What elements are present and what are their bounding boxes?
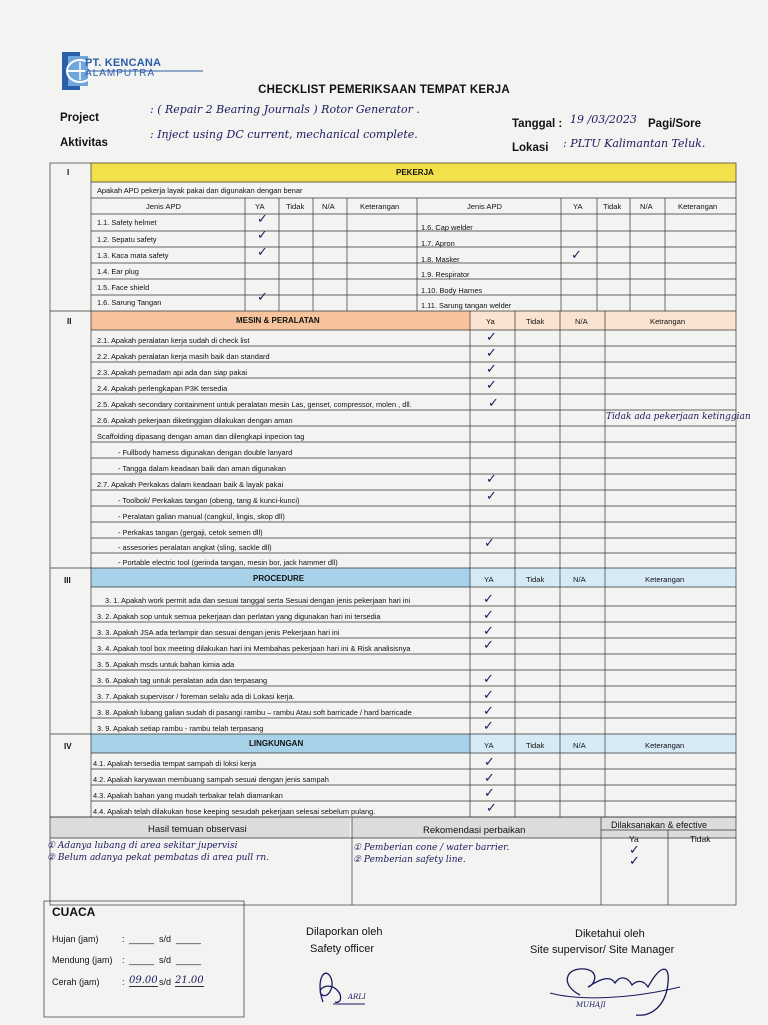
project-value: : ( Repair 2 Bearing Journals ) Rotor Generator . xyxy=(150,103,420,116)
hujan-colon: : xyxy=(122,934,125,944)
check-mark: ✓ xyxy=(486,330,497,345)
checklist-item: 3. 8. Apakah lubang galian sudah di pasangi rambu – rambu Atau soft barricade / hard barricade xyxy=(97,708,412,717)
checklist-item: 3. 3. Apakah JSA ada terlampir dan sesuai dengan jenis Pekerjaan hari ini xyxy=(97,628,340,637)
tanggal-label: Tanggal : xyxy=(512,118,563,130)
company-name-line1: PT. KENCANA xyxy=(85,57,162,69)
mendung-colon: : xyxy=(122,955,125,965)
s2-col-tidak: Tidak xyxy=(526,317,545,326)
s1-col-jenis-left: Jenis APD xyxy=(146,202,182,211)
company-name-line2: ALAMPUTRA xyxy=(85,68,156,79)
section1-question: Apakah APD pekerja layak pakai dan digunakan dengan benar xyxy=(97,186,303,195)
cerah-from: 09.00 xyxy=(129,975,158,986)
check-mark: ✓ xyxy=(483,608,494,623)
mendung-sd: s/d xyxy=(159,955,172,965)
check-mark: ✓ xyxy=(484,771,495,786)
section4-num: IV xyxy=(64,742,72,751)
section2-title: MESIN & PERALATAN xyxy=(236,316,320,325)
project-label: Project xyxy=(60,112,99,124)
checklist-item: 3. 7. Apakah supervisor / foreman selalu ada di Lokasi kerja. xyxy=(97,692,295,701)
apd-item: 1.3. Kaca mata safety xyxy=(97,251,169,260)
checklist-item: 2.4. Apakah perlengkapan P3K tersedia xyxy=(97,384,228,393)
reported-by-role: Safety officer xyxy=(310,943,374,955)
apd-item: 1.10. Body Harnes xyxy=(421,286,483,295)
apd-item: 1.1. Safety helmet xyxy=(97,218,157,227)
aktivitas-value: : Inject using DC current, mechanical complete. xyxy=(150,128,418,141)
cerah-to: 21.00 xyxy=(175,975,204,986)
section2-num: II xyxy=(67,317,72,326)
recommendation-2: ② Pemberian safety line. xyxy=(353,855,466,865)
apd-item: 1.9. Respirator xyxy=(421,270,470,279)
safety-officer-signature xyxy=(305,960,375,1010)
check-mark: ✓ xyxy=(483,688,494,703)
section1-title: PEKERJA xyxy=(396,168,434,177)
checklist-item: - Peralatan galian manual (cangkul, lingis, skop dll) xyxy=(118,512,285,521)
checklist-item: - Perkakas tangan (gergaji, cetok semen dll) xyxy=(118,528,263,537)
section1-num: I xyxy=(67,168,70,177)
checklist-item: 3. 4. Apakah tool box meeting dilakukan hari ini Membahas pekerjaan hari ini & Risk analisisnya xyxy=(97,644,411,653)
apd-item: 1.7. Apron xyxy=(421,239,455,248)
apd-item: 1.8. Masker xyxy=(421,255,460,264)
checklist-item: 4.2. Apakah karyawan membuang sampah sesuai dengan jenis sampah xyxy=(93,775,329,784)
section4-title: LINGKUNGAN xyxy=(249,739,304,748)
check-mark: ✓ xyxy=(486,801,497,816)
s3-col-ya: YA xyxy=(484,575,494,584)
obs-col-rekom: Rekomendasi perbaikan xyxy=(423,825,526,836)
check-mark: ✓ xyxy=(486,362,497,377)
pagi-sore-label: Pagi/Sore xyxy=(648,118,702,130)
check-mark: ✓ xyxy=(483,672,494,687)
checklist-item: 4.4. Apakah telah dilakukan hose keeping sesudah pekerjaan selesai sebelum pulang. xyxy=(93,807,376,816)
checklist-item: 2.1. Apakah peralatan kerja sudah di check list xyxy=(97,336,250,345)
s1-col-jenis-right: Jenis APD xyxy=(467,202,503,211)
finding-2: ② Belum adanya pekat pembatas di area pull rn. xyxy=(47,853,269,863)
finding-1: ① Adanya lubang di area sekitar jupervisi xyxy=(47,841,238,851)
hujan-from: _____ xyxy=(129,934,155,944)
tanggal-value: 19 /03/2023 xyxy=(570,113,637,126)
reported-by-title: Dilaporkan oleh xyxy=(306,926,383,938)
check-mark: ✓ xyxy=(257,290,268,305)
check-mark: ✓ xyxy=(483,638,494,653)
checklist-item: - Portable electric tool (gerinda tangan, mesin bor, jack hammer dll) xyxy=(118,558,338,567)
checklist-item: 2.3. Apakah pemadam api ada dan siap pakai xyxy=(97,368,247,377)
lokasi-label: Lokasi xyxy=(512,142,549,154)
check-mark: ✓ xyxy=(486,378,497,393)
apd-item: 1.11. Sarung tangan welder xyxy=(421,301,512,310)
check-mark: ✓ xyxy=(483,624,494,639)
checklist-item: - assesories peralatan angkat (sling, sackle dll) xyxy=(118,543,272,552)
checklist-item: 3. 9. Apakah setiap rambu - rambu telah terpasang xyxy=(97,724,264,733)
s1-col-na-right: N/A xyxy=(640,202,653,211)
acknowledged-by-role: Site supervisor/ Site Manager xyxy=(530,944,675,956)
checklist-item: 2.7. Apakah Perkakas dalam keadaan baik & layak pakai xyxy=(97,480,284,489)
s4-col-tidak: Tidak xyxy=(526,741,545,750)
check-mark: ✓ xyxy=(486,489,497,504)
section2-remark: Tidak ada pekerjaan ketinggian xyxy=(606,412,751,422)
s3-col-na: N/A xyxy=(573,575,586,584)
checklist-item: 2.5. Apakah secondary containment untuk peralatan mesin Las, genset, compressor, molen , dll. xyxy=(97,400,412,409)
checklist-item: 3. 6. Apakah tag untuk peralatan ada dan terpasang xyxy=(97,676,268,685)
page-title: CHECKLIST PEMERIKSAAN TEMPAT KERJA xyxy=(258,84,510,96)
mendung-label: Mendung (jam) xyxy=(52,955,113,965)
check-mark: ✓ xyxy=(486,472,497,487)
check-mark: ✓ xyxy=(483,592,494,607)
acknowledged-by-title: Diketahui oleh xyxy=(575,928,645,940)
aktivitas-label: Aktivitas xyxy=(60,137,108,149)
checklist-item: - Fullbody harness digunakan dengan double lanyard xyxy=(118,448,293,457)
checklist-item: 2.6. Apakah pekerjaan diketinggian dilakukan dengan aman xyxy=(97,416,293,425)
hujan-sd: s/d xyxy=(159,934,172,944)
mendung-to: _____ xyxy=(176,955,202,965)
site-manager-name: MUHAJI xyxy=(576,1001,606,1009)
checklist-item: 4.3. Apakah bahan yang mudah terbakar telah diamankan xyxy=(93,791,283,800)
obs-col-hasil: Hasil temuan observasi xyxy=(148,824,247,835)
safety-officer-name: ARLI xyxy=(348,993,366,1001)
checklist-item: 3. 2. Apakah sop untuk semua pekerjaan dan perlatan yang digunakan hari ini tersedia xyxy=(97,612,381,621)
cerah-colon: : xyxy=(122,977,125,987)
section3-title: PROCEDURE xyxy=(253,574,305,583)
s2-col-ket: Ketrangan xyxy=(650,317,686,326)
apd-item: 1.5. Face shield xyxy=(97,283,150,292)
hujan-label: Hujan (jam) xyxy=(52,934,99,944)
cerah-sd: s/d xyxy=(159,977,172,987)
s1-col-ya-right: YA xyxy=(573,202,583,211)
section3-num: III xyxy=(64,576,71,585)
s3-col-ket: Keterangan xyxy=(645,575,685,584)
checklist-item: - Tangga dalam keadaan baik dan aman digunakan xyxy=(118,464,286,473)
s1-col-tidak-left: Tidak xyxy=(286,202,305,211)
check-mark: ✓ xyxy=(571,248,582,263)
lokasi-value: : PLTU Kalimantan Teluk. xyxy=(563,137,706,150)
checklist-item: 3. 1. Apakah work permit ada dan sesuai tanggal serta Sesuai dengan jenis pekerjaan hari ini xyxy=(105,596,411,605)
check-mark: ✓ xyxy=(629,843,640,858)
s3-col-tidak: Tidak xyxy=(526,575,545,584)
s1-col-ket-left: Keterangan xyxy=(360,202,400,211)
cuaca-title: CUACA xyxy=(52,905,96,919)
s1-col-ket-right: Keterangan xyxy=(678,202,718,211)
apd-item: 1.4. Ear plug xyxy=(97,267,139,276)
check-mark: ✓ xyxy=(257,228,268,243)
s1-col-tidak-right: Tidak xyxy=(603,202,622,211)
check-mark: ✓ xyxy=(629,854,640,869)
check-mark: ✓ xyxy=(486,346,497,361)
s4-col-ya: YA xyxy=(484,741,494,750)
obs-col-dilak: Dilaksanakan & efective xyxy=(611,820,708,830)
check-mark: ✓ xyxy=(484,755,495,770)
s1-col-na-left: N/A xyxy=(322,202,335,211)
check-mark: ✓ xyxy=(483,704,494,719)
apd-item: 1.6. Sarung Tangan xyxy=(97,298,162,307)
s4-col-ket: Keterangan xyxy=(645,741,685,750)
s2-col-na: N/A xyxy=(575,317,588,326)
mendung-from: _____ xyxy=(129,955,155,965)
check-mark: ✓ xyxy=(257,212,268,227)
cerah-label: Cerah (jam) xyxy=(52,977,100,987)
checklist-item: 3. 5. Apakah msds untuk bahan kimia ada xyxy=(97,660,235,669)
checklist-item: 2.2. Apakah peralatan kerja masih baik dan standard xyxy=(97,352,270,361)
check-mark: ✓ xyxy=(488,396,499,411)
check-mark: ✓ xyxy=(484,786,495,801)
checklist-item: Scaffolding dipasang dengan aman dan dilengkapi inpecion tag xyxy=(97,432,305,441)
check-mark: ✓ xyxy=(484,536,495,551)
check-mark: ✓ xyxy=(483,719,494,734)
checklist-item: - Toolbok/ Perkakas tangan (obeng, tang & kunci-kunci) xyxy=(118,496,300,505)
apd-item: 1.6. Cap welder xyxy=(421,223,473,232)
site-manager-signature xyxy=(540,955,690,1025)
obs-col-tidak: Tidak xyxy=(690,834,711,844)
apd-item: 1.2. Sepatu safety xyxy=(97,235,157,244)
obs-col-ya: Ya xyxy=(629,834,639,844)
checklist-item: 4.1. Apakah tersedia tempat sampah di loksi kerja xyxy=(93,759,257,768)
s2-col-ya: Ya xyxy=(486,317,495,326)
s4-col-na: N/A xyxy=(573,741,586,750)
hujan-to: _____ xyxy=(176,934,202,944)
check-mark: ✓ xyxy=(257,245,268,260)
recommendation-1: ① Pemberian cone / water barrier. xyxy=(353,843,510,853)
s1-col-ya-left: YA xyxy=(255,202,265,211)
